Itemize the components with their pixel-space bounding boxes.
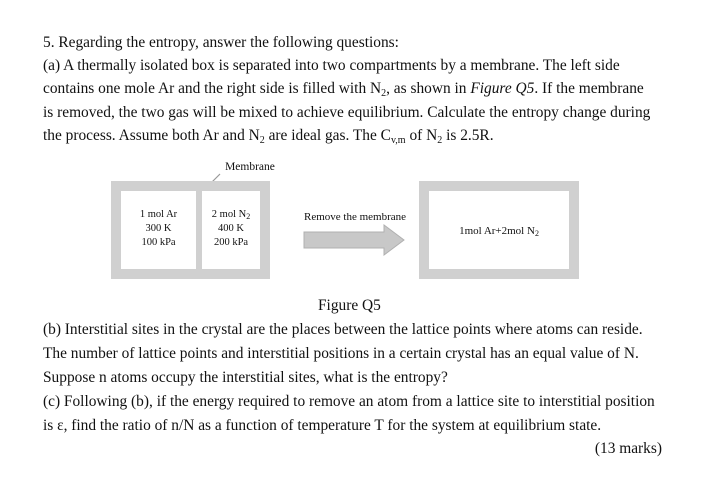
part-b-line-2: The number of lattice points and interstitial positions in a certain crystal has an equal value of N. xyxy=(43,345,639,362)
part-a-line-1: (a) A thermally isolated box is separated into two compartments by a membrane. The left side xyxy=(43,57,620,74)
part-a-line-3: is removed, the two gas will be mixed to achieve equilibrium. Calculate the entropy change during xyxy=(43,104,651,121)
left-compartment-text: 1 mol Ar 300 K 100 kPa xyxy=(139,209,178,248)
question-title: 5. Regarding the entropy, answer the following questions: xyxy=(43,34,399,51)
part-b-line-3: Suppose n atoms occupy the interstitial sites, what is the entropy? xyxy=(43,369,448,386)
part-c-line-1: (c) Following (b), if the energy required to remove an atom from a lattice site to interstitial position xyxy=(43,393,655,410)
part-b-line-1: (b) Interstitial sites in the crystal are the places between the lattice points where atoms can reside. xyxy=(43,321,643,338)
membrane-label: Membrane xyxy=(225,161,275,173)
part-a-line-2: contains one mole Ar and the right side is filled with $N_2$, as shown in Figure Q5. If the membrane xyxy=(43,80,644,99)
figure-caption: Figure Q5 xyxy=(318,297,381,314)
part-a-line-4: the process. Assume both Ar and $N_2$ are ideal gas. The $C_{v,m}$ of $N_2$ is 2.5R. xyxy=(43,127,494,146)
process-arrow xyxy=(300,223,410,257)
marks-label: (13 marks) xyxy=(594,440,662,457)
part-c-line-2: is ε, find the ratio of n/N as a function of temperature T for the system at equilibrium state. xyxy=(43,417,602,434)
final-compartment-text: 1mol Ar+2mol $N_2$ xyxy=(459,225,539,238)
arrow-label: Remove the membrane xyxy=(303,211,407,223)
figure-reference: Figure Q5 xyxy=(470,80,535,97)
right-compartment-text: 2 mol $N_2$ 400 K 200 kPa xyxy=(211,209,251,248)
